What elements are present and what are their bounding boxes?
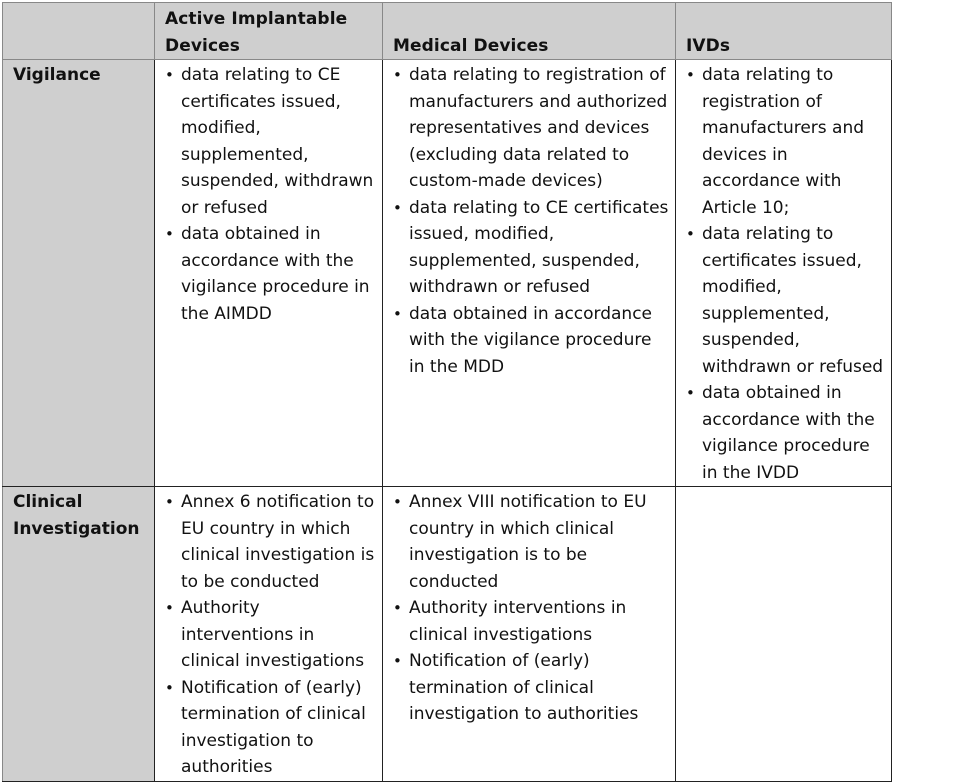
row-label-clinical-investigation: Clinical Investigation bbox=[3, 487, 155, 782]
list-item: • Authority interventions in clinical investigations bbox=[393, 595, 669, 648]
list-item: • data relating to CE certificates issued, modified, supplemented, suspended, withdrawn or refused bbox=[393, 195, 669, 301]
list-item: • Authority interventions in clinical investigations bbox=[165, 595, 376, 675]
list-item: • Annex 6 notification to EU country in which clinical investigation is to be conducted bbox=[165, 489, 376, 595]
list-item: • Notification of (early) termination of clinical investigation to authorities bbox=[165, 675, 376, 781]
list-item: • Annex VIII notification to EU country in which clinical investigation is to be conducted bbox=[393, 489, 669, 595]
bullet-list bbox=[393, 62, 669, 380]
cell-vigilance-aimd bbox=[155, 60, 383, 487]
list-item: • data relating to registration of manufacturers and devices in accordance with Article 10; bbox=[686, 62, 885, 221]
cell-clinical-aimd bbox=[155, 487, 383, 782]
row-label-vigilance: Vigilance bbox=[3, 60, 155, 487]
list-item: • data obtained in accordance with the vigilance procedure in the AIMDD bbox=[165, 221, 376, 327]
bullet-list bbox=[393, 489, 669, 728]
list-item: • data relating to registration of manufacturers and authorized representatives and devices (excluding data related to custom-made devices) bbox=[393, 62, 669, 195]
list-item: • data obtained in accordance with the vigilance procedure in the IVDD bbox=[686, 380, 885, 486]
cell-vigilance-ivd bbox=[676, 60, 892, 487]
cell-vigilance-md bbox=[383, 60, 676, 487]
cell-clinical-md bbox=[383, 487, 676, 782]
header-corner bbox=[3, 3, 155, 60]
header-ivds: IVDs bbox=[676, 3, 892, 60]
list-item: • data obtained in accordance with the vigilance procedure in the MDD bbox=[393, 301, 669, 381]
header-active-implantable-devices: Active Implantable Devices bbox=[155, 3, 383, 60]
bullet-list bbox=[165, 62, 376, 327]
list-item: • data relating to CE certificates issued, modified, supplemented, suspended, withdrawn or refused bbox=[165, 62, 376, 221]
header-row bbox=[3, 3, 892, 60]
header-medical-devices: Medical Devices bbox=[383, 3, 676, 60]
list-item: • data relating to certificates issued, modified, supplemented, suspended, withdrawn or refused bbox=[686, 221, 885, 380]
bullet-list bbox=[165, 489, 376, 781]
cell-clinical-ivd-empty bbox=[676, 487, 892, 782]
table-row-clinical-investigation bbox=[3, 487, 892, 782]
regulatory-data-table bbox=[2, 2, 892, 782]
list-item: • Notification of (early) termination of clinical investigation to authorities bbox=[393, 648, 669, 728]
table-row-vigilance bbox=[3, 60, 892, 487]
bullet-list bbox=[686, 62, 885, 486]
